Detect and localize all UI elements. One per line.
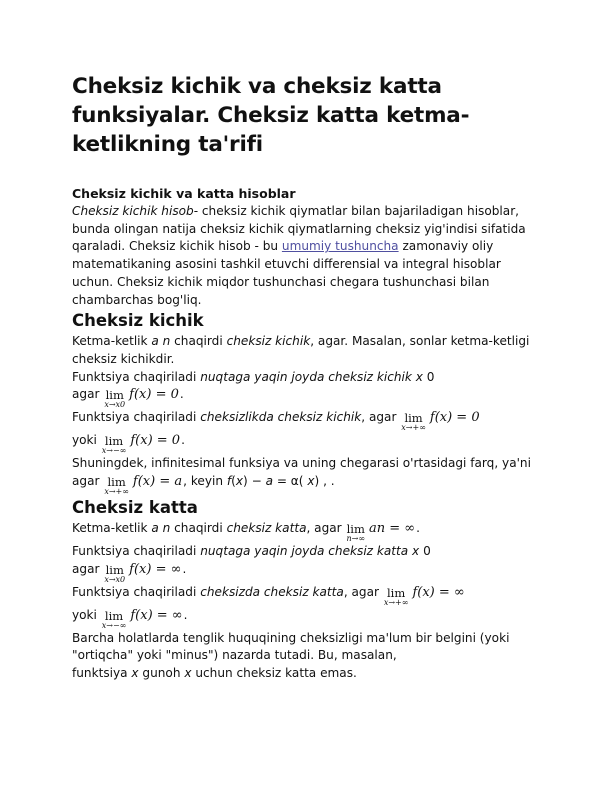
text-span: a n [151,334,171,349]
text-span: 0 [422,369,435,384]
text-span: f(x) = 0 [129,387,179,403]
text-span: x→−∞ [101,446,127,456]
text-span: qaraladi. Cheksiz kichik hisob - bu [72,239,282,254]
text-span: lim [404,411,423,426]
text-span: ( [231,474,236,489]
text-span: nuqtaga yaqin joyda cheksiz katta [200,544,409,559]
text-span: Shuningdek, infinitesimal funksiya va uning chegarasi o'rtasidagi farq, ya'ni [72,456,531,471]
text-span: cheksiz kichikdir. [72,351,175,366]
text-span: an = ∞ [369,521,416,537]
text-span: Ketma-ketlik [72,521,152,536]
text-span: lim [387,585,406,600]
text-span: cheksizda cheksiz katta [200,584,344,599]
umumiy-tushuncha-link[interactable]: umumiy tushuncha [281,239,399,254]
text-span: cheksizlikda cheksiz kichik [200,410,362,425]
intro-paragraph [72,203,540,309]
text-span: lim [107,475,126,490]
text-span: agar [72,387,104,402]
intro-term: Cheksiz kichik hisob [72,204,194,218]
text-span: x→x0 [104,574,126,584]
text-span: a n [151,521,171,536]
formula-limit [102,435,180,455]
text-span: x [415,369,423,384]
text-span: uchun cheksiz katta emas. [191,666,357,681]
text-span: "ortiqcha" yoki "minus") nazarda tutadi. Bu, masalan, [72,648,397,663]
text-span: ) , . [314,474,335,489]
text-span: Funktsiya chaqiriladi [72,544,201,559]
text-span: x [412,544,420,559]
formula-limit [104,561,182,584]
text-span: f(x) = 0 [130,433,181,449]
formula-limit [383,584,465,607]
text-span: yoki [72,433,101,448]
text-span: funktsiya [72,666,132,681]
text-span: chambarchas bog'liq. [72,292,202,307]
text-span: gunoh [138,666,185,681]
text-span: x [307,474,315,489]
section-cheksiz-kichik [72,333,540,496]
text-span: f(x) = ∞ [130,607,183,623]
text-span: Funktsiya chaqiriladi [72,369,201,384]
text-span: Ketma-ketlik [72,334,152,349]
text-span: chaqirdi [170,334,227,349]
text-span: x→+∞ [104,487,129,497]
text-span: , agar [306,521,346,536]
text-span: x→+∞ [401,423,426,433]
text-span: matematikaning asosini tashkil etuvchi differensial va integral hisoblar [72,257,501,272]
text-span: agar [72,474,104,489]
text-span: agar [72,561,104,576]
text-span: x→+∞ [383,597,409,607]
page-title: Cheksiz kichik va cheksiz katta funksiyalar. Cheksiz katta ketma-ketlikning ta'rifi [72,74,470,157]
text-span: , agar [343,584,383,599]
text-span: uchun. Cheksiz kichik miqdor tushunchasi chegara tushunchasi bilan [72,274,490,289]
text-span: . [183,607,188,622]
text-span: 0 [419,544,431,559]
text-span: f(x) = a [132,474,183,490]
text-span: f(x) = ∞ [412,584,465,600]
subheading: Cheksiz kichik va katta hisoblar [72,186,296,201]
text-span: x→−∞ [101,620,127,630]
text-span: . [181,433,185,448]
text-span: ) − [243,474,266,489]
text-span: , keyin [183,474,227,489]
text-span: lim [105,562,124,577]
text-span: = α( [272,474,308,489]
text-span: a [265,474,273,489]
text-span: x [235,474,244,489]
text-span: f [226,474,232,489]
text-span: lim [104,608,124,623]
text-span: , agar [361,410,401,425]
text-span: x→x0 [104,400,126,410]
text-span: . [416,521,420,536]
text-span: . [182,561,187,576]
formula-limit [104,476,182,496]
section-heading-cheksiz-katta: Cheksiz katta [72,498,198,518]
text-span: nuqtaga yaqin joyda cheksiz kichik [200,369,412,384]
text-span: zamonaviy oliy [398,239,494,254]
text-span: , agar. Masalan, sonlar ketma-ketligi [310,334,530,349]
text-span: f(x) = 0 [429,410,480,426]
text-span: f(x) = ∞ [129,561,182,577]
text-span: n→∞ [346,534,366,544]
formula-limit [104,389,179,409]
text-span: lim [346,522,365,537]
text-span: lim [105,388,124,403]
text-span: bunda olingan natija cheksiz kichik qiymatlarning cheksiz yig'indisi sifatida [72,221,526,236]
text-span: . [179,387,184,402]
text-span: Funktsiya chaqiriladi [72,584,201,599]
text-span: x [184,666,192,681]
text-span: cheksiz kichik [226,334,311,349]
text-span: lim [104,434,124,449]
text-span: Funktsiya chaqiriladi [72,410,201,425]
formula-limit [401,412,479,432]
section-cheksiz-katta [72,520,540,683]
section-heading-cheksiz-kichik: Cheksiz kichik [72,311,204,331]
formula-limit [347,523,416,543]
formula-limit [101,607,183,630]
text-span: yoki [72,607,101,622]
text-span: Barcha holatlarda tenglik huquqining cheksizligi ma'lum bir belgini (yoki [72,630,510,645]
text-span: chaqirdi [170,521,227,536]
text-span: - cheksiz kichik qiymatlar bilan bajariladigan hisoblar, [193,204,520,218]
text-span: cheksiz katta [226,521,307,536]
text-span: x [131,666,139,681]
